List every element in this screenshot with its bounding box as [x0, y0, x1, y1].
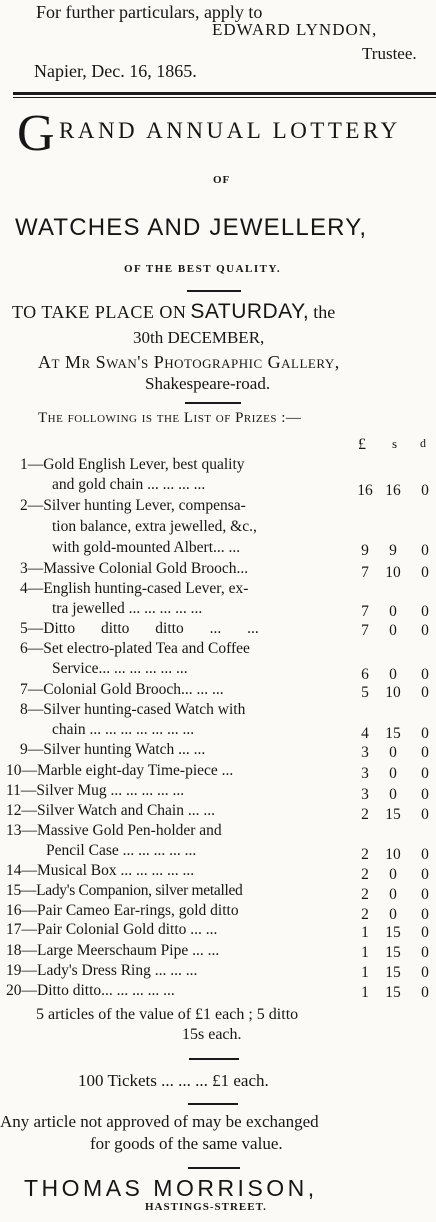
prize-pounds: 2	[361, 906, 369, 923]
prize-pence: 0	[421, 744, 429, 761]
event-line1c: the	[313, 302, 336, 322]
prize-text-cont: and gold chain ... ... ... ...	[52, 476, 206, 493]
title-of: OF	[213, 174, 231, 186]
prize-shillings: 10	[385, 564, 401, 581]
prize-shillings: 15	[385, 806, 401, 823]
prize-pence: 0	[421, 984, 429, 1001]
merchant-street: HASTINGS-STREET.	[145, 1201, 267, 1213]
event-venue: At Mr Swan's Photographic Gallery,	[38, 352, 340, 372]
prize-pence: 0	[421, 603, 429, 620]
prize-text: 12—Silver Watch and Chain ... ...	[6, 802, 215, 819]
prize-pounds: 3	[361, 786, 369, 803]
divider-5	[188, 1167, 240, 1169]
title-initial: G	[17, 105, 55, 162]
prize-pounds: 2	[361, 866, 369, 883]
prize-shillings: 15	[385, 964, 401, 981]
prize-pounds: 7	[361, 622, 369, 639]
exchange-line1: Any article not approved of may be exchanged	[0, 1112, 319, 1131]
prize-text-cont: chain ... ... ... ... ... ... ...	[52, 721, 195, 738]
prize-pence: 0	[421, 806, 429, 823]
prize-pounds: 7	[361, 564, 369, 581]
title-line2: WATCHES AND JEWELLERY,	[15, 214, 368, 241]
event-road: Shakespeare-road.	[145, 374, 271, 393]
prize-shillings: 15	[385, 984, 401, 1001]
prize-text: 17—Pair Colonial Gold ditto ... ...	[6, 921, 218, 938]
prize-shillings: 0	[389, 906, 397, 923]
prize-text: 4—English hunting-cased Lever, ex-	[20, 580, 249, 597]
prize-pounds: 2	[361, 806, 369, 823]
prize-shillings: 0	[389, 886, 397, 903]
prize-pounds: 9	[361, 542, 369, 559]
prize-shillings: 15	[385, 944, 401, 961]
event-date: 30th DECEMBER,	[133, 328, 265, 347]
prize-text: 19—Lady's Dress Ring ... ... ...	[6, 962, 198, 979]
column-shillings: s	[392, 436, 398, 451]
divider-3	[189, 1058, 239, 1060]
extra-articles-line2: 15s each.	[182, 1026, 242, 1043]
prize-pence: 0	[421, 482, 429, 499]
merchant-name: THOMAS MORRISON,	[24, 1175, 318, 1201]
column-pounds: £	[358, 436, 366, 453]
prize-pence: 0	[421, 786, 429, 803]
divider-1	[187, 290, 241, 292]
prize-pence: 0	[421, 866, 429, 883]
prize-shillings: 15	[385, 924, 401, 941]
prize-shillings: 10	[385, 846, 401, 863]
prize-pence: 0	[421, 964, 429, 981]
prize-pounds: 3	[361, 744, 369, 761]
event-line1a: TO TAKE PLACE ON	[12, 302, 187, 322]
prize-shillings: 0	[389, 786, 397, 803]
prize-pence: 0	[421, 542, 429, 559]
prize-text: 18—Large Meerschaum Pipe ... ...	[6, 942, 220, 959]
prize-text: 9—Silver hunting Watch ... ...	[20, 741, 206, 758]
prize-pounds: 1	[361, 944, 369, 961]
prize-text: 14—Musical Box ... ... ... ... ...	[6, 862, 195, 879]
divider-4	[188, 1103, 238, 1105]
prize-pence: 0	[421, 886, 429, 903]
prize-pounds: 5	[361, 684, 369, 701]
prize-pounds: 3	[361, 765, 369, 782]
prize-text: 1—Gold English Lever, best quality	[20, 456, 245, 473]
prize-pence: 0	[421, 924, 429, 941]
prize-shillings: 0	[389, 666, 397, 683]
prize-pence: 0	[421, 725, 429, 742]
prize-pence: 0	[421, 906, 429, 923]
prize-text: 5—Ditto ditto ditto ... ...	[20, 620, 259, 637]
prize-text-cont: tion balance, extra jewelled, &c.,	[52, 518, 257, 535]
place-date: Napier, Dec. 16, 1865.	[34, 61, 197, 81]
prize-list-heading: The following is the List of Prizes :—	[38, 410, 302, 426]
top-rule-thick	[13, 92, 436, 95]
prize-text: 15—Lady's Companion, silver metalled	[6, 882, 243, 899]
event-line1	[12, 300, 335, 324]
prize-text: 7—Colonial Gold Brooch... ... ...	[20, 681, 224, 698]
prize-text: 11—Silver Mug ... ... ... ... ...	[6, 782, 185, 799]
prize-text: 16—Pair Cameo Ear-rings, gold ditto	[6, 902, 239, 919]
top-rule-thin	[13, 97, 436, 98]
prize-text-cont: tra jewelled ... ... ... ... ...	[52, 600, 203, 617]
title-line1: RAND ANNUAL LOTTERY	[59, 118, 401, 143]
divider-2	[185, 402, 241, 404]
prize-shillings: 0	[389, 765, 397, 782]
prize-text-cont: Pencil Case ... ... ... ... ...	[46, 842, 197, 859]
prize-pence: 0	[421, 666, 429, 683]
prize-pounds: 1	[361, 964, 369, 981]
prize-pence: 0	[421, 846, 429, 863]
prize-text: 8—Silver hunting-cased Watch with	[20, 701, 246, 718]
prize-text: 2—Silver hunting Lever, compensa-	[20, 497, 246, 514]
prize-shillings: 0	[389, 603, 397, 620]
particulars-text: For further particulars, apply to	[36, 2, 263, 22]
prize-text-cont: with gold-mounted Albert... ...	[52, 539, 241, 556]
prize-pence: 0	[421, 564, 429, 581]
trustee-role: Trustee.	[362, 44, 417, 63]
prize-pounds: 1	[361, 984, 369, 1001]
prize-pence: 0	[421, 944, 429, 961]
prize-text: 10—Marble eight-day Time-piece ...	[6, 762, 234, 779]
prize-shillings: 0	[389, 622, 397, 639]
column-pence: d	[420, 436, 426, 450]
prize-pounds: 2	[361, 886, 369, 903]
prize-shillings: 0	[389, 866, 397, 883]
prize-pounds: 4	[361, 725, 369, 742]
prize-shillings: 0	[389, 744, 397, 761]
prize-text: 13—Massive Gold Pen-holder and	[6, 822, 222, 839]
prize-shillings: 10	[385, 684, 401, 701]
tickets-text: 100 Tickets ... ... ... £1 each.	[78, 1071, 269, 1090]
prize-shillings: 9	[389, 542, 397, 559]
event-day: SATURDAY,	[190, 300, 310, 323]
prize-pence: 0	[421, 684, 429, 701]
prize-pounds: 6	[361, 666, 369, 683]
quality-text: OF THE BEST QUALITY.	[124, 263, 282, 275]
prize-text: 3—Massive Colonial Gold Brooch...	[20, 560, 249, 577]
extra-articles-line1: 5 articles of the value of £1 each ; 5 ditto	[36, 1006, 299, 1023]
prize-pence: 0	[421, 622, 429, 639]
prize-pounds: 1	[361, 924, 369, 941]
prize-text-cont: Service... ... ... ... ... ...	[52, 660, 188, 677]
prize-pence: 0	[421, 765, 429, 782]
exchange-line2: for goods of the same value.	[90, 1134, 283, 1153]
prize-shillings: 15	[385, 725, 401, 742]
trustee-name: EDWARD LYNDON,	[212, 20, 378, 39]
prize-pounds: 16	[357, 482, 373, 499]
prize-text: 6—Set electro-plated Tea and Coffee	[20, 640, 250, 657]
prize-pounds: 2	[361, 846, 369, 863]
prize-text: 20—Ditto ditto... ... ... ... ...	[6, 982, 175, 999]
prize-shillings: 16	[385, 482, 401, 499]
prize-pounds: 7	[361, 603, 369, 620]
